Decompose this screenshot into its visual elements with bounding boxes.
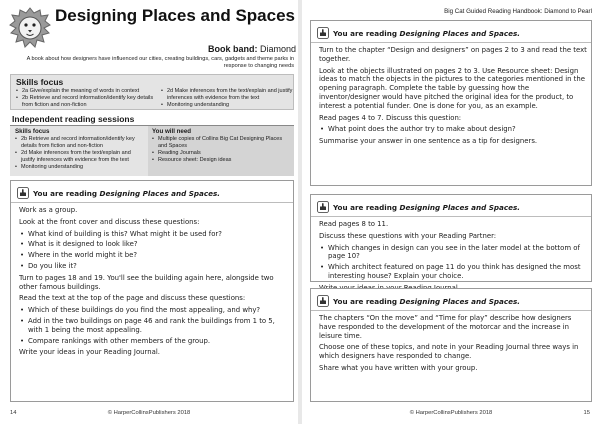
reading-box-body bbox=[319, 314, 587, 376]
paragraph: Read pages 8 to 11. bbox=[319, 220, 389, 228]
reading-box-title bbox=[33, 189, 220, 198]
question-list bbox=[19, 230, 289, 271]
paragraph: Choose one of these topics, and note in your Reading Journal three ways in which designers have responded to change. bbox=[319, 343, 579, 361]
reading-box-header bbox=[317, 294, 520, 308]
list-item: • Compare rankings with other members of the group. bbox=[19, 337, 289, 346]
pointing-hand-icon bbox=[317, 27, 329, 39]
question-list bbox=[319, 125, 587, 134]
list-item: • Multiple copies of Collins Big Cat Designing Places and Spaces bbox=[152, 136, 290, 150]
reading-prefix: You are reading bbox=[333, 202, 398, 212]
reading-box-body bbox=[19, 206, 289, 360]
page-number-right: 15 bbox=[583, 410, 590, 416]
list-item: • 2b Retrieve and record information/identify key details from fiction and non-fiction bbox=[16, 95, 156, 109]
divider bbox=[311, 310, 591, 311]
independent-sessions-heading: Independent reading sessions bbox=[12, 114, 135, 124]
needs-heading: You will need bbox=[152, 128, 192, 135]
skills-list-col2 bbox=[161, 88, 293, 109]
paragraph: Discuss these questions with your Reading Partner: bbox=[319, 231, 497, 240]
pointing-hand-icon bbox=[317, 201, 329, 213]
paragraph: Read pages 4 to 7. Discuss this question: bbox=[319, 113, 462, 122]
book-band-label: Book band: bbox=[207, 44, 258, 54]
needs-list bbox=[152, 136, 290, 164]
reading-box-group bbox=[10, 180, 294, 402]
book-band-value: Diamond bbox=[259, 44, 296, 54]
reading-prefix: You are reading bbox=[333, 28, 398, 38]
copyright-right: © HarperCollinsPublishers 2018 bbox=[409, 410, 493, 416]
list-item: • 2d Make inferences from the text/explain and justify inferences with evidence from the text bbox=[15, 150, 145, 164]
divider bbox=[311, 42, 591, 43]
reading-book-name: Designing Places and Spaces. bbox=[399, 202, 521, 212]
list-item: • Monitoring understanding bbox=[161, 102, 293, 109]
paragraph: Read the text at the top of the page and discuss these questions: bbox=[19, 294, 246, 303]
reading-box-pages-8-11 bbox=[310, 194, 592, 282]
list-item: • Do you like it? bbox=[19, 262, 289, 271]
skills-list-col1 bbox=[16, 88, 156, 109]
list-item: • Which changes in design can you see in the later model at the bottom of page 10? bbox=[319, 244, 587, 262]
reading-prefix: You are reading bbox=[33, 188, 98, 198]
list-item: • 2d Make inferences from the text/explain and justify inferences with evidence from the text bbox=[161, 88, 293, 102]
book-blurb: A book about how designers have influenced our cities, creating buildings, cars, gadgets and theme parks in response to changing needs bbox=[26, 56, 294, 69]
paragraph: Look at the front cover and discuss these questions: bbox=[19, 217, 200, 226]
question-list bbox=[19, 306, 289, 345]
paragraph: Share what you have written with your group. bbox=[319, 363, 478, 372]
reading-book-name: Designing Places and Spaces. bbox=[399, 28, 521, 38]
reading-book-name: Designing Places and Spaces. bbox=[99, 188, 221, 198]
reading-box-header bbox=[317, 26, 520, 40]
sessions-table bbox=[10, 126, 294, 176]
skills-focus-heading: Skills focus bbox=[16, 77, 64, 87]
paragraph: Write your ideas in your Reading Journal. bbox=[19, 348, 160, 357]
reading-box-chapters bbox=[310, 288, 592, 402]
reading-prefix: You are reading bbox=[333, 296, 398, 306]
list-item: • 2a Give/explain the meaning of words in context bbox=[16, 88, 156, 95]
page-number-left: 14 bbox=[10, 410, 17, 416]
sessions-skills-list bbox=[15, 136, 145, 171]
book-title: Designing Places and Spaces bbox=[55, 6, 295, 25]
list-item: • Monitoring understanding bbox=[15, 164, 145, 171]
divider bbox=[11, 202, 293, 203]
book-band bbox=[150, 44, 296, 54]
list-item: • Which architect featured on page 11 do you think has designed the most interesting house? Explain your choice. bbox=[319, 263, 587, 281]
pointing-hand-icon bbox=[17, 187, 29, 199]
question-list bbox=[319, 244, 587, 281]
reading-book-name: Designing Places and Spaces. bbox=[399, 296, 521, 306]
reading-box-body bbox=[319, 46, 587, 149]
reading-box-header bbox=[17, 186, 220, 200]
paragraph: Turn to the chapter “Design and designers” on pages 2 to 3 and read the text together. bbox=[319, 46, 587, 63]
independent-sessions-panel bbox=[10, 114, 294, 174]
reading-box-design bbox=[310, 20, 592, 186]
paragraph: Summarise your answer in one sentence as a tip for designers. bbox=[319, 137, 538, 146]
skills-focus-panel bbox=[10, 74, 294, 110]
left-page bbox=[0, 0, 298, 424]
list-item: • What kind of building is this? What might it be used for? bbox=[19, 230, 289, 239]
reading-box-body bbox=[319, 220, 587, 296]
right-page bbox=[302, 0, 600, 424]
list-item: • What point does the author try to make about design? bbox=[319, 125, 587, 134]
list-item: • What is it designed to look like? bbox=[19, 240, 289, 249]
list-item: • Reading Journals bbox=[152, 150, 290, 157]
list-item: • 2b Retrieve and record information/identify key details from fiction and non-fiction bbox=[15, 136, 145, 150]
divider bbox=[311, 216, 591, 217]
list-item: • Where in the world might it be? bbox=[19, 251, 289, 260]
lion-logo-icon bbox=[8, 6, 52, 50]
reading-box-header bbox=[317, 200, 520, 214]
list-item: • Add in the two buildings on page 46 and rank the buildings from 1 to 5, with 1 being the most appealing. bbox=[19, 317, 289, 335]
reading-box-title bbox=[333, 297, 520, 306]
running-head: Big Cat Guided Reading Handbook: Diamond to Pearl bbox=[444, 8, 592, 15]
reading-box-title bbox=[333, 29, 520, 38]
paragraph: Look at the objects illustrated on pages 2 to 3. Use Resource sheet: Design ideas to match the objects in the pictures to the categories mentioned in the opening paragraph. Complete the table by guessing how the inventor/designer would have pitched the original idea for the product, to interest a potential funder. One is done for you, as an example. bbox=[319, 66, 585, 110]
paragraph: The chapters “On the move” and “Time for play” describe how designers have responded to the development of the motorcar and the increase in leisure time. bbox=[319, 314, 572, 340]
list-item: • Which of these buildings do you find the most appealing, and why? bbox=[19, 306, 289, 315]
list-item: • Resource sheet: Design ideas bbox=[152, 157, 290, 164]
sessions-skills-heading: Skills focus bbox=[15, 128, 50, 135]
reading-box-title bbox=[333, 203, 520, 212]
paragraph: Turn to pages 18 and 19. You'll see the building again here, alongside two other famous buildings. bbox=[19, 273, 274, 291]
paragraph: Work as a group. bbox=[19, 206, 78, 214]
copyright-left: © HarperCollinsPublishers 2018 bbox=[107, 410, 191, 416]
pointing-hand-icon bbox=[317, 295, 329, 307]
